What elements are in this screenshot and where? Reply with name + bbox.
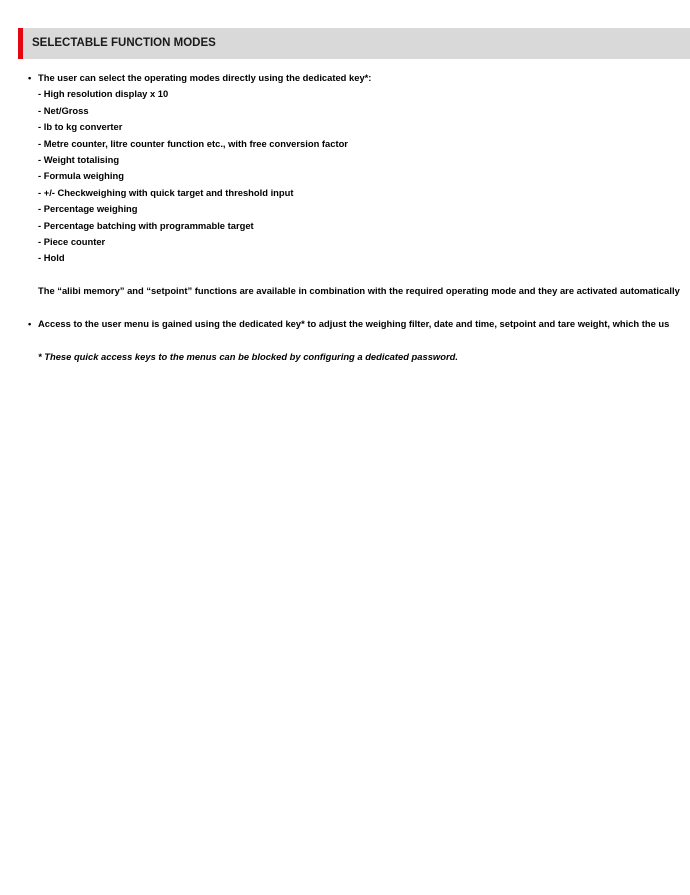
list-item: - Formula weighing [38, 170, 124, 182]
bullet-icon: • [28, 72, 32, 83]
header-accent-bar [18, 28, 23, 59]
list-item: - Percentage batching with programmable target [38, 219, 254, 231]
user-menu-text: Access to the user menu is gained using the dedicated key* to adjust the weighing filter, date and time, setpoint and tare weight, which the us [38, 318, 670, 330]
content-body [28, 70, 690, 365]
list-item: - Hold [38, 252, 65, 264]
list-item: - High resolution display x 10 [38, 88, 169, 100]
section-title: SELECTABLE FUNCTION MODES [32, 37, 216, 49]
list-item: - Piece counter [38, 236, 106, 248]
user-menu-bullet [28, 316, 690, 332]
intro-bullet [28, 70, 690, 86]
list-item: - Weight totalising [38, 154, 120, 166]
alibi-paragraph: The “alibi memory” and “setpoint” functions are available in combination with the required operating mode and they are activated automatically [38, 285, 680, 297]
list-item: - Net/Gross [38, 104, 89, 116]
bullet-icon: • [28, 318, 32, 330]
list-item: - lb to kg converter [38, 121, 123, 133]
list-item: - Percentage weighing [38, 203, 138, 215]
section-header [18, 28, 690, 59]
list-item: - +/- Checkweighing with quick target and threshold input [38, 186, 294, 198]
mode-list [28, 86, 690, 266]
intro-text: The user can select the operating modes directly using the dedicated key*: [38, 72, 372, 83]
footnote: * These quick access keys to the menus can be blocked by configuring a dedicated password. [38, 350, 458, 362]
list-item: - Metre counter, litre counter function etc., with free conversion factor [38, 137, 348, 149]
